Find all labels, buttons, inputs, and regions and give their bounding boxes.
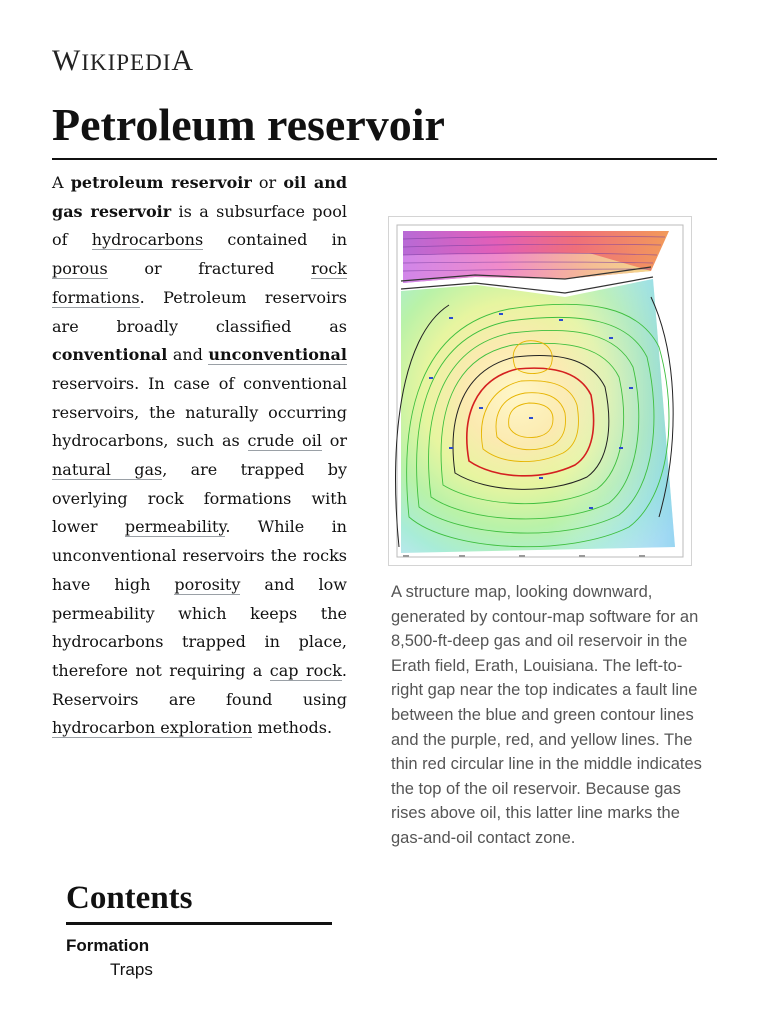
logo-middle: IKIPEDI [81, 50, 172, 75]
logo-cap-last: A [171, 44, 195, 77]
page-title: Petroleum reservoir [52, 99, 445, 150]
text-run: contained in [203, 230, 348, 250]
link-hydrocarbons[interactable]: hydrocarbons [91, 230, 204, 250]
text-run: . Petroleum reservoirs are broadly classified as [52, 287, 347, 336]
text-run: , are trapped by overlying rock formations with lower [52, 460, 347, 537]
title-divider [52, 158, 717, 160]
link-permeability[interactable]: permeability [124, 517, 226, 537]
text-run: or [321, 431, 348, 451]
link-hydrocarbon-exploration[interactable]: hydrocarbon exploration [52, 718, 253, 738]
contour-map-graphic [389, 217, 691, 565]
contents-divider [66, 922, 332, 925]
wikipedia-logo[interactable] [52, 44, 194, 78]
article-paragraph [52, 169, 347, 743]
text-run: . Reservoirs are found using [52, 660, 347, 709]
contents-heading: Contents [66, 880, 193, 916]
bold-term-conventional: conventional [52, 345, 168, 365]
link-crude-oil[interactable]: crude oil [247, 431, 322, 451]
link-porous[interactable]: porous [52, 259, 108, 279]
text-run: reservoirs. In case of conventional reservoirs, the naturally occurring hydrocarbons, such as [52, 373, 347, 451]
link-porosity[interactable]: porosity [174, 574, 241, 594]
structure-map-image[interactable] [388, 216, 692, 566]
text-run: or fractured [107, 259, 312, 279]
bold-term-oil-and-gas-reservoir: oil and gas reservoir [52, 173, 348, 221]
link-cap-rock[interactable]: cap rock [269, 660, 342, 680]
text-run: and low permeability which keeps the hydrocarbons trapped in place, therefore not requiring a [52, 574, 347, 680]
text-run: methods. [252, 718, 333, 738]
text-run: and [167, 345, 209, 365]
text-run: or [251, 173, 284, 192]
link-unconventional[interactable]: unconventional [208, 345, 347, 365]
bold-term-petroleum-reservoir: petroleum reservoir [70, 173, 252, 192]
text-run: . While in unconventional reservoirs the rocks have high [52, 517, 347, 594]
toc-item-formation[interactable]: Formation [66, 936, 150, 955]
toc-subitem-traps[interactable]: Traps [110, 960, 153, 979]
figure-caption: A structure map, looking downward, generated by contour-map software for an 8,500-ft-deep gas and oil reservoir in the Erath field, Erath, Louisiana. The left-to-right gap near the top indicates a fault line between the blue and green contour lines and the purple, red, and yellow lines. The thin red circular line in the middle indicates the top of the oil reservoir. Because gas rises above oil, this latter line marks the gas-and-oil contact zone. [391, 583, 702, 847]
text-run: is a subsurface pool of [52, 201, 347, 250]
link-rock-formations[interactable]: rock formations [52, 259, 347, 307]
logo-cap-first: W [52, 44, 82, 77]
link-natural-gas[interactable]: natural gas [52, 460, 163, 480]
text-run: A [52, 173, 71, 192]
